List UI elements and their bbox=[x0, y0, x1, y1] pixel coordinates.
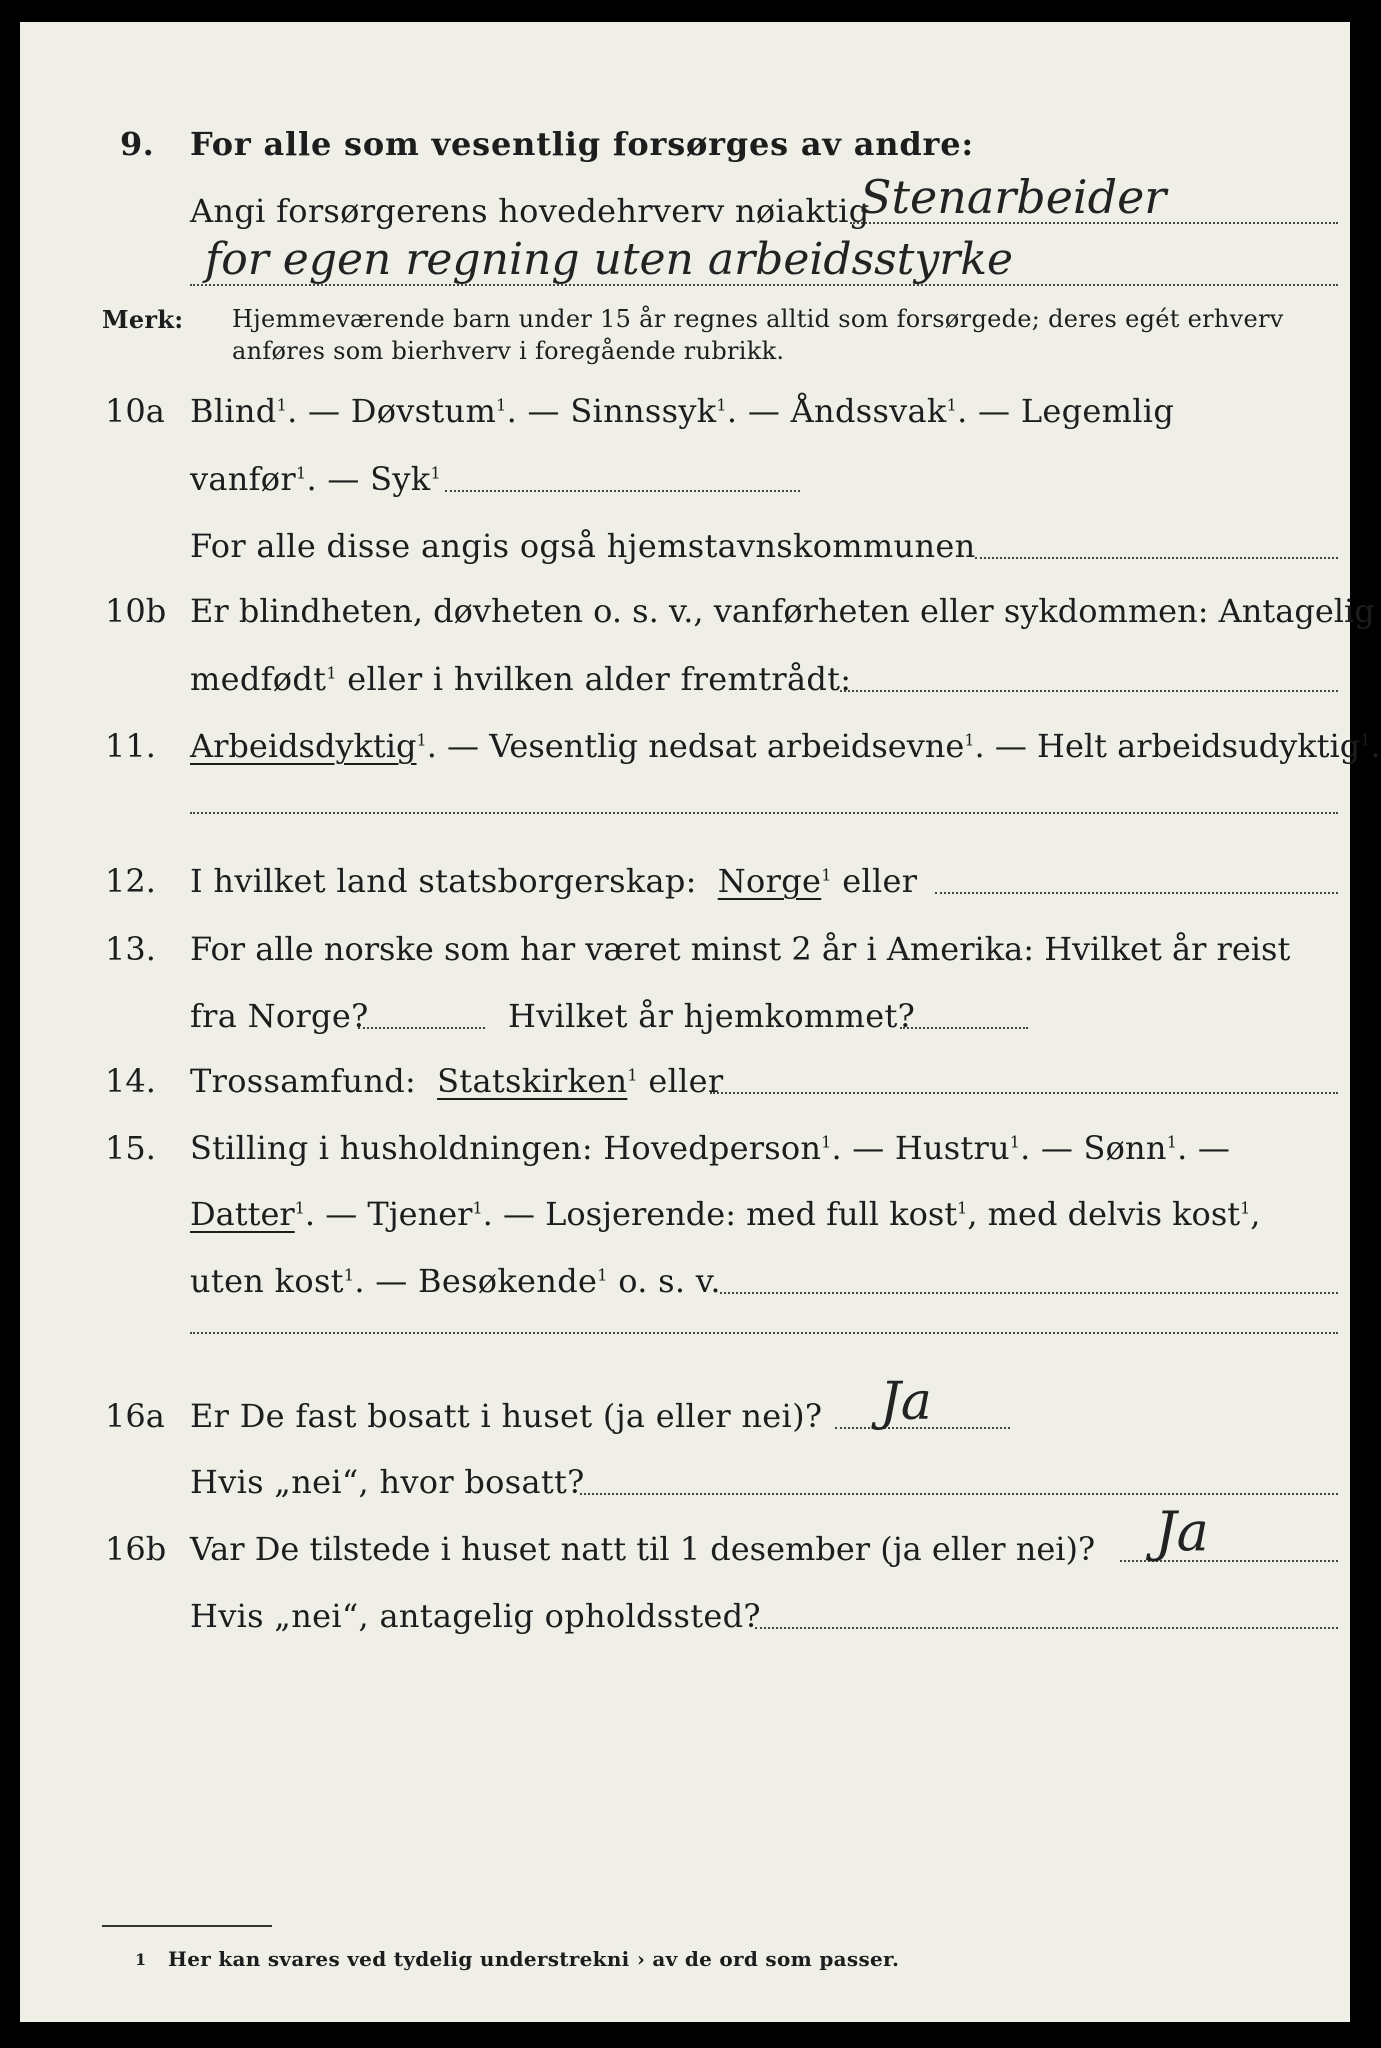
q9-handwritten-occupation: Stenarbeider bbox=[860, 170, 1167, 224]
q14-line: Trossamfund: Statskirken$^1$ eller bbox=[190, 1062, 724, 1100]
q10a-sick-answer-line bbox=[445, 490, 800, 492]
merk-line-2: anføres som bierhverv i foregående rubrikk. bbox=[232, 337, 785, 365]
q10b-line-2: medfødt$^1$ eller i hvilken alder fremtrådt: bbox=[190, 660, 852, 698]
q16b-line-1: Var De tilstede i huset natt til 1 desember (ja eller nei)? bbox=[190, 1530, 1096, 1568]
q16a-line-2: Hvis „nei“, hvor bosatt? bbox=[190, 1463, 585, 1501]
q16a-handwritten-answer: Ja bbox=[880, 1372, 932, 1432]
q10a-line-3: For alle disse angis også hjemstavnskommunen bbox=[190, 527, 976, 565]
q10a-home-municipality-line bbox=[975, 557, 1338, 559]
footnote-rule bbox=[102, 1925, 272, 1927]
census-form-page bbox=[20, 22, 1381, 2022]
q13-return-year-line bbox=[900, 1027, 1028, 1029]
q16a-number: 16a bbox=[105, 1397, 165, 1435]
q10b-number: 10b bbox=[105, 592, 167, 630]
q16a-residence-line bbox=[580, 1493, 1338, 1495]
q11-line: Arbeidsdyktig$^1$. — Vesentlig nedsat arbeidsevne$^1$. — Helt arbeidsudyktig$^1$. bbox=[190, 727, 1381, 765]
q16b-answer-line bbox=[1120, 1560, 1338, 1562]
q16a-line-1: Er De fast bosatt i huset (ja eller nei)? bbox=[190, 1397, 823, 1435]
q15-line-2: Datter$^1$. — Tjener$^1$. — Losjerende: med full kost$^1$, med delvis kost$^1$, bbox=[190, 1195, 1261, 1233]
q9-prompt: Angi forsørgerens hovedehrverv nøiaktig bbox=[190, 192, 870, 230]
q13-line-2b: Hvilket år hjemkommet? bbox=[508, 997, 916, 1035]
q13-number: 13. bbox=[105, 930, 156, 968]
q16b-number: 16b bbox=[105, 1530, 167, 1568]
q15-answer-line-1 bbox=[720, 1292, 1338, 1294]
q14-answer-line bbox=[710, 1092, 1338, 1094]
q15-answer-line-2 bbox=[190, 1332, 1338, 1334]
q10a-line-1: Blind$^1$. — Døvstum$^1$. — Sinnssyk$^1$. — Åndssvak$^1$. — Legemlig bbox=[190, 392, 1175, 430]
q12-answer-line bbox=[935, 892, 1338, 894]
q13-line-1: For alle norske som har været minst 2 år i Amerika: Hvilket år reist bbox=[190, 930, 1291, 968]
merk-label: Merk: bbox=[102, 305, 184, 334]
q10a-line-2: vanfør$^1$. — Syk$^1$ bbox=[190, 460, 441, 498]
merk-line-1: Hjemmeværende barn under 15 år regnes alltid som forsørgede; deres egét erhverv bbox=[232, 305, 1284, 333]
q14-number: 14. bbox=[105, 1062, 156, 1100]
q15-line-1: Stilling i husholdningen: Hovedperson$^1$. — Hustru$^1$. — Sønn$^1$. — bbox=[190, 1129, 1231, 1167]
q9-handwritten-detail: for egen regning uten arbeidsstyrke bbox=[205, 234, 1014, 285]
q12-line: I hvilket land statsborgerskap: Norge$^1$ eller bbox=[190, 862, 918, 900]
q16b-stay-place-line bbox=[755, 1627, 1338, 1629]
q11-number: 11. bbox=[105, 727, 156, 765]
q16b-handwritten-answer: Ja bbox=[1155, 1500, 1209, 1563]
q15-number: 15. bbox=[105, 1129, 156, 1167]
footnote-mark: 1 bbox=[135, 1950, 147, 1969]
q10b-answer-line bbox=[840, 690, 1338, 692]
footnote-text: Her kan svares ved tydelig understrekni › av de ord som passer. bbox=[168, 1947, 900, 1971]
q13-line-2a: fra Norge? bbox=[190, 997, 369, 1035]
q16b-line-2: Hvis „nei“, antagelig opholdssted? bbox=[190, 1597, 761, 1635]
q9-heading: For alle som vesentlig forsørges av andre: bbox=[190, 125, 974, 163]
q9-number: 9. bbox=[120, 125, 155, 163]
q15-line-3: uten kost$^1$. — Besøkende$^1$ o. s. v. bbox=[190, 1262, 721, 1300]
q10b-line-1: Er blindheten, døvheten o. s. v., vanførheten eller sykdommen: Antagelig bbox=[190, 592, 1375, 630]
q11-answer-line bbox=[190, 812, 1338, 814]
q12-number: 12. bbox=[105, 862, 156, 900]
q13-departure-year-line bbox=[358, 1027, 485, 1029]
q10a-number: 10a bbox=[105, 392, 165, 430]
